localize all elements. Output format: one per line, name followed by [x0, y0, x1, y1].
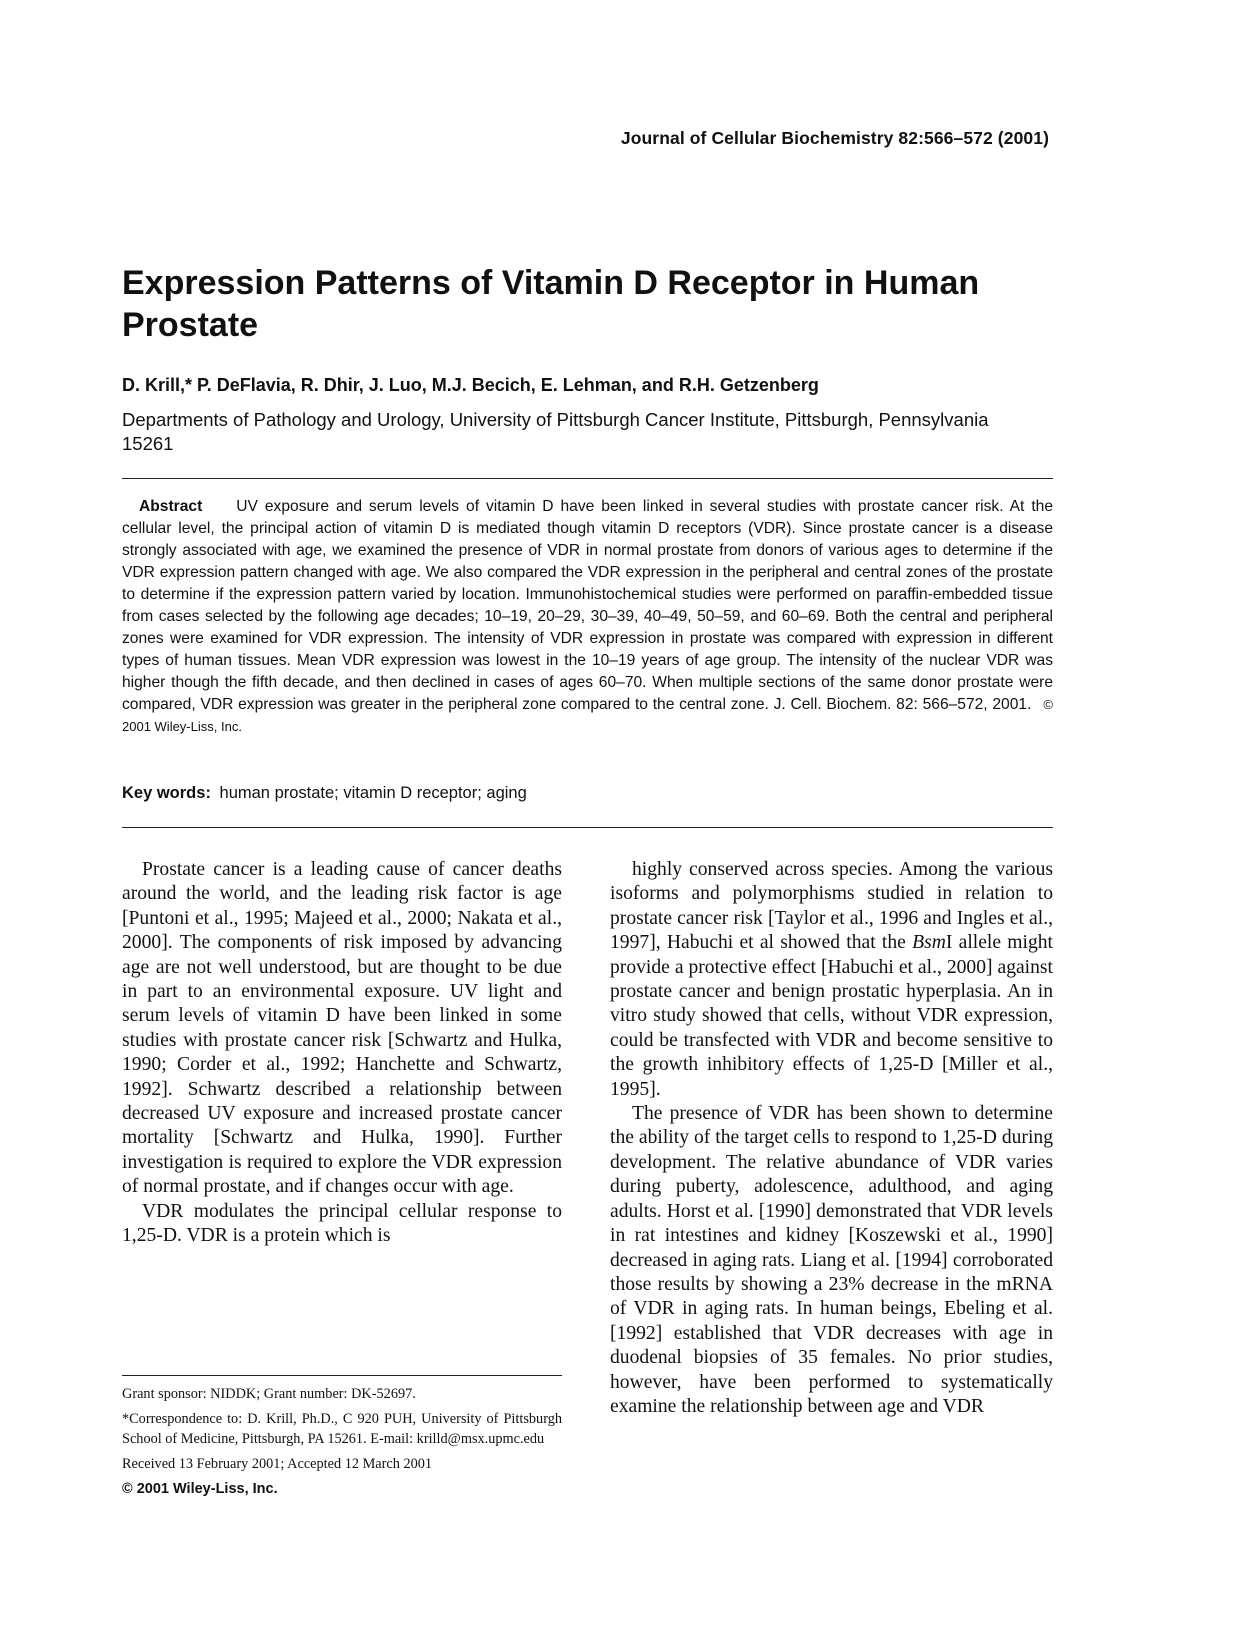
paper-title: Expression Patterns of Vitamin D Receptor in Human Prostate [122, 264, 980, 344]
body-paragraph: Prostate cancer is a leading cause of cancer deaths around the world, and the leading risk factor is age [Puntoni et al., 1995; Majeed et al., 2000; Nakata et al., 2000]. The components of risk imposed by advancing age are not well understood, but are thought to be due in part to an environmental exposure. UV light and serum levels of vitamin D have been linked in some studies with prostate cancer risk [Schwartz and Hulka, 1990; Corder et al., 1992; Hanchette and Schwartz, 1992]. Schwartz described a relationship between decreased UV exposure and increased prostate cancer mortality [Schwartz and Hulka, 1990]. Further investigation is required to explore the VDR expression of normal prostate, and if changes occur with age. [122, 859, 562, 1198]
body-paragraph: VDR modulates the principal cellular response to 1,25-D. VDR is a protein which is [122, 1200, 562, 1247]
author-list: D. Krill,* P. DeFlavia, R. Dhir, J. Luo, M.J. Becich, E. Lehman, and R.H. Getzenberg [122, 375, 819, 395]
body-paragraph [610, 858, 1053, 1102]
body-paragraph: The presence of VDR has been shown to determine the ability of the target cells to respond to 1,25-D during development. The relative abundance of VDR varies during puberty, adolescence, adulthood, and aging adults. Horst et al. [1990] demonstrated that VDR levels in rat intestines and kidney [Koszewski et al., 1990] decreased in aging rats. Liang et al. [1994] corroborated those results by showing a 23% decrease in the mRNA of VDR in aging rats. In human beings, Ebeling et al. [1992] established that VDR decreases with age in duodenal biopsies of 35 females. No prior studies, however, have been performed to systematically examine the relationship between age and VDR [610, 1103, 1053, 1417]
bottom-divider [122, 827, 1053, 828]
body-text: I allele might provide a protective effect [Habuchi et al., 2000] against prostate cancer and benign prostatic hyperplasia. An in vitro study showed that cells, without VDR expression, could be transfected with VDR and become sensitive to the growth inhibitory effects of 1,25-D [Miller et al., 1995]. [610, 932, 1053, 1100]
abstract [122, 496, 1053, 738]
keywords-text: human prostate; vitamin D receptor; aging [219, 784, 527, 802]
footnote-divider [122, 1375, 562, 1376]
keywords-label: Key words: [122, 784, 211, 802]
footnote-grant: Grant sponsor: NIDDK; Grant number: DK-52697. [122, 1386, 416, 1402]
allele-name: Bsm [912, 932, 946, 954]
abstract-copyright: © 2001 Wiley-Liss, Inc. [122, 697, 1053, 734]
body-column-left [122, 858, 562, 1249]
footnote-copyright: © 2001 Wiley-Liss, Inc. [122, 1481, 278, 1497]
abstract-label: Abstract [139, 498, 203, 515]
footnote-correspondence: *Correspondence to: D. Krill, Ph.D., C 920 PUH, University of Pittsburgh School of Medicine, Pittsburgh, PA 15261. E-mail: krilld@msx.upmc.edu [122, 1411, 562, 1447]
journal-header: Journal of Cellular Biochemistry 82:566–572 (2001) [620, 128, 1049, 148]
body-text: highly conserved across species. Among the various isoforms and polymorphisms studied in relation to prostate cancer risk [Taylor et al., 1996 and Ingles et al., 1997], Habuchi et al showed that the [610, 859, 1053, 954]
footnotes [122, 1384, 562, 1504]
abstract-text: UV exposure and serum levels of vitamin D have been linked in several studies with prostate cancer risk. At the cellular level, the principal action of vitamin D is mediated though vitamin D receptors (VDR). Since prostate cancer is a disease strongly associated with age, we examined the presence of VDR in normal prostate from donors of various ages to determine if the VDR expression pattern changed with age. We also compared the VDR expression in the peripheral and central zones of the prostate to determine if the expression pattern varied by location. Immunohistochemical studies were performed on paraffin-embedded tissue from cases selected by the following age decades; 10–19, 20–29, 30–39, 40–49, 50–59, and 60–69. Both the central and peripheral zones were examined for VDR expression. The intensity of VDR expression in prostate was compared with expression in different types of human tissues. Mean VDR expression was lowest in the 10–19 years of age group. The intensity of the nuclear VDR was higher though the fifth decade, and then declined in cases of ages 60–70. When multiple sections of the same donor prostate were compared, VDR expression was greater in the peripheral zone compared to the central zone. J. Cell. Biochem. 82: 566–572, 2001. [122, 498, 1053, 713]
affiliation: Departments of Pathology and Urology, University of Pittsburgh Cancer Institute, Pittsburgh, Pennsylvania 15261 [122, 409, 989, 454]
keywords [122, 784, 527, 803]
body-column-right [610, 858, 1053, 1419]
footnote-received: Received 13 February 2001; Accepted 12 March 2001 [122, 1456, 433, 1472]
top-divider [122, 478, 1053, 479]
